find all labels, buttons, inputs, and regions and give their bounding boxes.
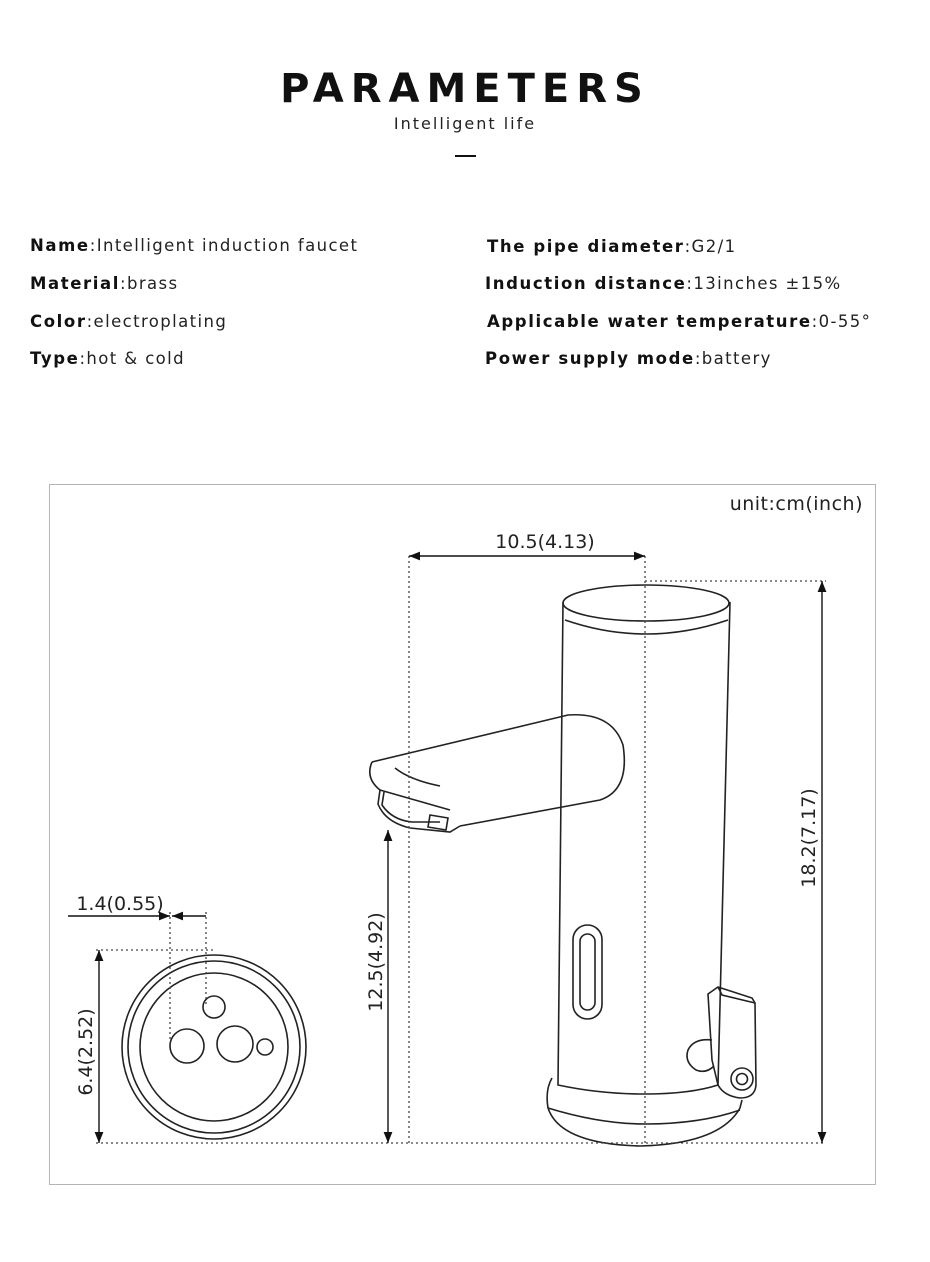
dim-total-height: 18.2(7.17) bbox=[798, 788, 820, 888]
param-key: Power supply mode bbox=[485, 349, 695, 368]
sensor-window bbox=[573, 925, 602, 1019]
param-value: :Intelligent induction faucet bbox=[89, 236, 359, 255]
param-key: Induction distance bbox=[485, 274, 687, 293]
param-value: :brass bbox=[120, 274, 179, 293]
page-subtitle: Intelligent life bbox=[393, 114, 537, 133]
dim-hole-offset: 1.4(0.55) bbox=[76, 893, 164, 915]
param-key: The pipe diameter bbox=[487, 237, 685, 256]
dim-spout-height: 12.5(4.92) bbox=[365, 912, 387, 1012]
param-key: Type bbox=[30, 349, 80, 368]
page-title: PARAMETERS bbox=[280, 66, 650, 112]
param-key: Name bbox=[30, 236, 90, 255]
param-key: Material bbox=[30, 274, 121, 293]
dim-spout-reach: 10.5(4.13) bbox=[495, 531, 595, 553]
unit-label: unit:cm(inch) bbox=[729, 493, 863, 515]
param-value: :0-55° bbox=[811, 312, 872, 331]
faucet-body bbox=[558, 585, 730, 1094]
param-value: :hot & cold bbox=[79, 349, 186, 368]
temperature-lever bbox=[687, 987, 756, 1098]
faucet-spout bbox=[370, 715, 625, 832]
base-top-view bbox=[122, 955, 306, 1139]
sensor-window-inner bbox=[580, 934, 595, 1010]
dim-base-diameter: 6.4(2.52) bbox=[75, 1008, 97, 1096]
extension-lines bbox=[96, 556, 826, 1143]
param-value: :electroplating bbox=[86, 312, 228, 331]
param-key: Applicable water temperature bbox=[487, 312, 812, 331]
param-value: :G2/1 bbox=[684, 237, 737, 256]
param-value: :13inches ±15% bbox=[686, 274, 842, 293]
param-value: :battery bbox=[694, 349, 772, 368]
param-key: Color bbox=[30, 312, 87, 331]
